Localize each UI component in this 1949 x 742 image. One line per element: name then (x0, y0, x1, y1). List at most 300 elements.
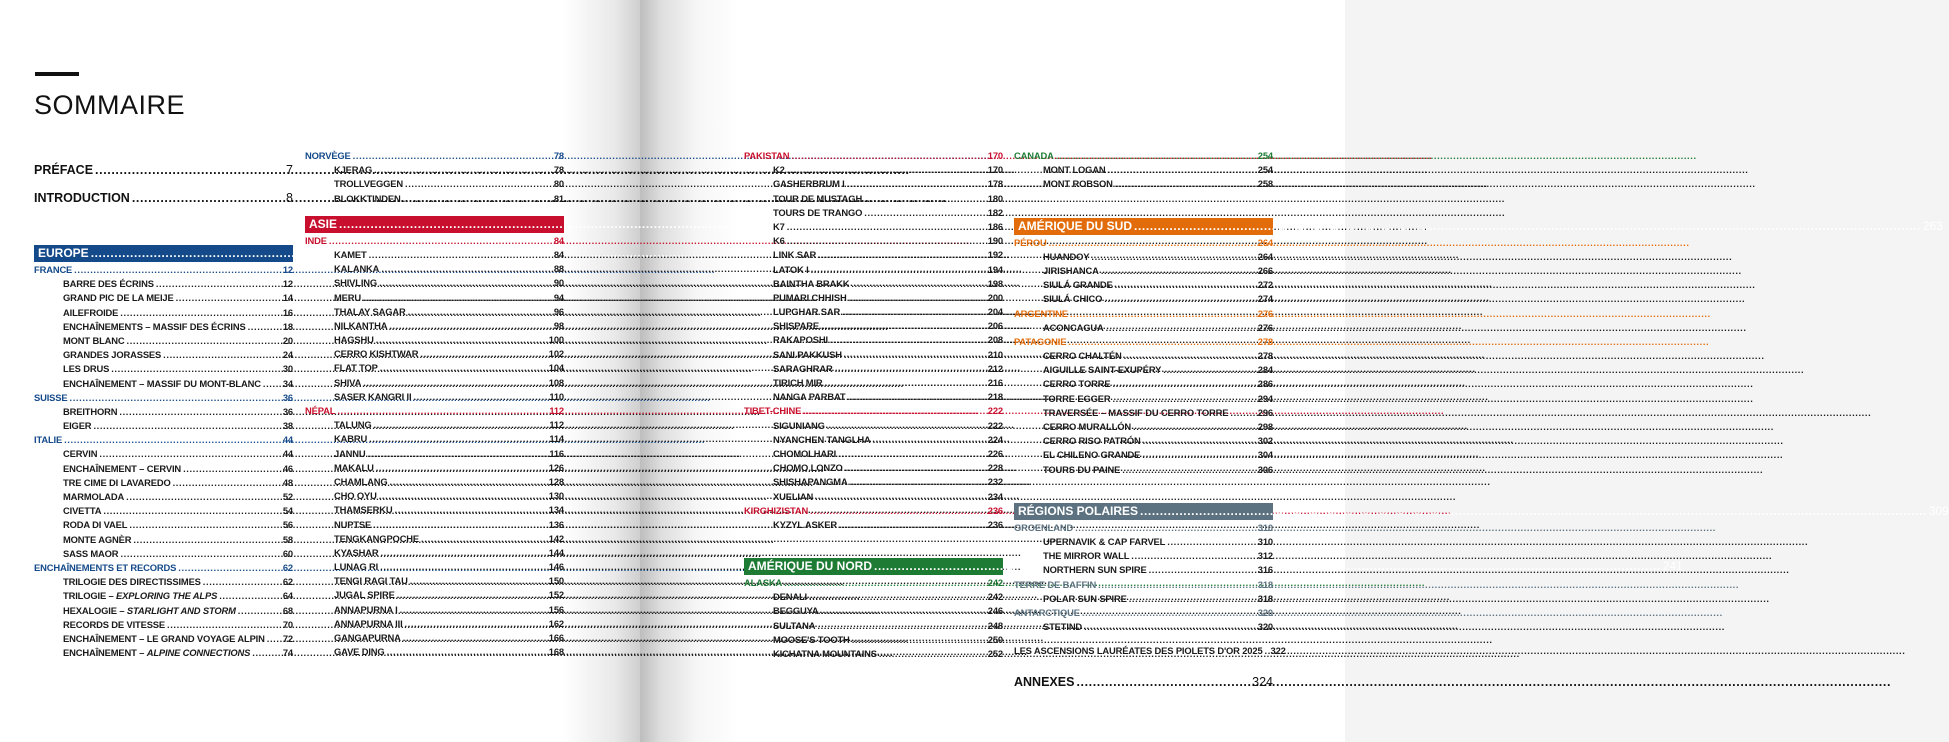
dot-leader (1122, 463, 1256, 477)
page-number: 320 (1257, 606, 1273, 618)
toc-entry-siula-grande[interactable] (1014, 278, 1273, 292)
entry-label: LUPGHAR SAR (773, 306, 841, 318)
entry-label: ANNEXES (1014, 675, 1075, 690)
toc-entry-cerro-chalten[interactable] (1014, 349, 1273, 363)
toc-entry-trilogie-exploring-the-alps[interactable] (34, 589, 293, 603)
entry-label: THE MIRROR WALL (1043, 550, 1130, 562)
dot-leader (387, 645, 547, 659)
dot-leader (1084, 620, 1256, 634)
dot-leader (363, 376, 547, 390)
toc-entry-nanga-parbat[interactable] (744, 390, 1003, 404)
entry-label: GANGAPURNA (334, 632, 401, 643)
entry-label: KALANKA (334, 263, 380, 275)
entry-label: RODA DI VAEL (63, 519, 128, 531)
region-inde[interactable] (305, 234, 564, 248)
entry-label: SASER KANGRI II (334, 390, 412, 402)
section-regions-polaires[interactable] (1014, 503, 1949, 520)
toc-entry-enchainement-le-grand-voyage-alpin[interactable] (34, 632, 293, 646)
dot-leader (389, 475, 546, 489)
toc-entry-breithorn[interactable] (34, 405, 293, 419)
toc-entry-mont-blanc[interactable] (34, 334, 293, 348)
dot-leader (821, 319, 986, 333)
region-antarctique[interactable] (1014, 606, 1273, 620)
region-argentine[interactable] (1014, 307, 1273, 321)
toc-entry-blokktinden[interactable] (305, 192, 564, 206)
toc-entry-cervin[interactable] (34, 447, 293, 461)
page-number: 276 (1257, 307, 1273, 319)
toc-entry-k6[interactable] (744, 234, 1003, 248)
page-number: 324 (1252, 675, 1273, 690)
region-pakistan[interactable] (744, 149, 1003, 163)
toc-entry-enchainement-cervin[interactable] (34, 462, 293, 476)
dot-leader (817, 619, 985, 633)
toc-entry-stetind[interactable] (1014, 620, 1273, 634)
entry-label: CIVETTA (63, 505, 102, 517)
page-number: 294 (1257, 392, 1273, 404)
page-number: 276 (1257, 321, 1273, 333)
page-number: 208 (987, 334, 1003, 346)
toc-entry-mont-robson[interactable] (1014, 177, 1273, 191)
toc-entry-kichatna-mountains[interactable] (744, 647, 1003, 661)
page-number: 222 (987, 419, 1003, 431)
dot-leader (830, 333, 986, 347)
page-number: 232 (987, 476, 1003, 488)
page-number: 62 (282, 561, 293, 573)
dot-leader (248, 320, 281, 334)
toc-entry-talung[interactable] (305, 418, 564, 432)
toc-entry-meru[interactable] (305, 291, 564, 305)
toc-entry-cerro-murallon[interactable] (1014, 420, 1273, 434)
toc-entry-kyashar[interactable] (305, 546, 564, 560)
dot-leader (864, 206, 986, 220)
page-number: 241 (1662, 559, 1683, 574)
toc-entry-hexalogie-starlight-and-storm[interactable] (34, 604, 293, 618)
toc-entry-siula-chico[interactable] (1014, 292, 1273, 306)
page-number: 234 (987, 490, 1003, 502)
dot-leader (381, 262, 552, 276)
toc-entry-nuptse[interactable] (305, 518, 564, 532)
toc-entry-roda-di-vael[interactable] (34, 518, 293, 532)
dot-leader (373, 418, 547, 432)
page-number: 136 (548, 518, 564, 530)
page-number: 186 (987, 220, 1003, 232)
page-number: 100 (548, 334, 564, 346)
toc-entry-northern-sun-spire[interactable] (1014, 563, 1273, 577)
dot-leader (1115, 177, 1256, 191)
region-patagonie[interactable] (1014, 335, 1273, 349)
toc-entry-shivling[interactable] (305, 276, 564, 290)
dot-leader (838, 447, 986, 461)
dot-leader (368, 447, 548, 461)
page-number: 224 (987, 433, 1003, 445)
dot-leader (120, 306, 281, 320)
toc-entry-sass-maor[interactable] (34, 547, 293, 561)
dot-leader (74, 263, 281, 277)
toc-entry-jannu[interactable] (305, 447, 564, 461)
dot-leader (405, 177, 552, 191)
dot-leader (851, 277, 985, 291)
dot-leader (173, 476, 281, 490)
dot-leader (787, 234, 986, 248)
entry-label: MONT BLANC (63, 334, 125, 346)
entry-label: CERRO KISHTWAR (334, 348, 419, 360)
toc-entry-grand-pic-de-la-meije[interactable] (34, 291, 293, 305)
toc-entry-cerro-riso-patron[interactable] (1014, 434, 1273, 448)
toc-entry-hagshu[interactable] (305, 333, 564, 347)
page-title: SOMMAIRE (34, 90, 186, 120)
entry-label: MONT LOGAN (1043, 164, 1106, 176)
dot-leader (1133, 420, 1256, 434)
page-number: 296 (1257, 406, 1273, 418)
entry-label: NYANCHEN TANGLHA (773, 433, 871, 445)
page-number: 36 (282, 391, 293, 403)
section-asie[interactable] (305, 216, 564, 233)
page-number: 144 (548, 546, 564, 558)
page-number: 46 (282, 462, 293, 474)
toc-entry-gave-ding[interactable] (305, 645, 564, 659)
toc-entry-aconcagua[interactable] (1014, 321, 1273, 335)
entry-label: TENGI RAGI TAU (334, 575, 408, 587)
toc-entry-gasherbrum-i[interactable] (744, 177, 1003, 191)
dot-leader (400, 603, 547, 617)
dot-leader (183, 462, 281, 476)
toc-entry-nilkantha[interactable] (305, 319, 564, 333)
entry-label: HAGSHU (334, 334, 374, 346)
dot-leader (120, 547, 280, 561)
toc-entry-cerro-torre[interactable] (1014, 377, 1273, 391)
entry-label: TIRICH MIR (773, 377, 823, 388)
entry-label: MONTE AGNÈR (63, 533, 132, 545)
toc-entry-les-drus[interactable] (34, 362, 293, 376)
toc-entry-denali[interactable] (744, 590, 1003, 604)
entry-label: ASIE (309, 216, 338, 231)
dot-leader (1115, 278, 1256, 292)
entry-label: TALUNG (334, 419, 372, 431)
page-number: 64 (282, 590, 293, 602)
dot-leader (93, 419, 280, 433)
region-italie[interactable] (34, 433, 293, 447)
toc-entry-gangapurna[interactable] (305, 631, 564, 645)
toc-entry-xuelian[interactable] (744, 490, 1003, 504)
dot-leader (864, 192, 986, 206)
page-number: 81 (553, 192, 564, 204)
toc-entry-nyanchen-tanglha[interactable] (744, 433, 1003, 447)
entry-label: ACONCAGUA (1043, 321, 1104, 333)
toc-entry-jirishanca[interactable] (1014, 264, 1273, 278)
page-number: 312 (1257, 550, 1273, 562)
dot-leader (369, 248, 552, 262)
entry-label: RAKAPOSHI (773, 334, 828, 346)
toc-entry-marmolada[interactable] (34, 490, 293, 504)
page-number: 142 (548, 532, 564, 544)
toc-entry-el-chileno-grande[interactable] (1014, 448, 1273, 462)
dot-leader (1131, 549, 1256, 563)
dot-leader (376, 333, 547, 347)
toc-entry-siguniang[interactable] (744, 419, 1003, 433)
page-number: 58 (282, 533, 293, 545)
region-canada[interactable] (1014, 149, 1273, 163)
page-number: 250 (987, 633, 1003, 645)
page-number: 254 (1257, 150, 1273, 161)
page-number: 168 (548, 646, 564, 658)
toc-entry-makalu[interactable] (305, 461, 564, 475)
toc-entry-tours-de-trango[interactable] (744, 206, 1003, 220)
dot-leader (267, 632, 281, 646)
entry-label: BLOKKTINDEN (334, 192, 401, 204)
dot-leader (791, 149, 985, 163)
dot-leader (127, 334, 281, 348)
toc-entry-traversee-massif-du-cerro-torre[interactable] (1014, 406, 1273, 420)
dot-leader (1104, 292, 1256, 306)
dot-leader (64, 433, 281, 447)
toc-entry-chomo-lonzo[interactable] (744, 461, 1003, 475)
entry-label: THALAY SAGAR (334, 305, 406, 317)
toc-entry-huandoy[interactable] (1014, 250, 1273, 264)
toc-entry-torre-egger[interactable] (1014, 392, 1273, 406)
toc-heading-introduction[interactable] (34, 184, 293, 212)
dot-leader (133, 533, 281, 547)
entry-label: MAKALU (334, 461, 374, 473)
toc-entry-shispare[interactable] (744, 319, 1003, 333)
toc-entry-k2[interactable] (744, 163, 1003, 177)
toc-entry-trilogie-des-directissimes[interactable] (34, 575, 293, 589)
page-number: 210 (987, 348, 1003, 360)
page-number: 130 (548, 490, 564, 502)
entry-label: ENCHAÎNEMENT – ALPINE CONNECTIONS (63, 647, 251, 659)
toc-heading-preface[interactable] (34, 156, 293, 184)
page-number: 112 (549, 419, 564, 431)
entry-label: NANGA PARBAT (773, 391, 846, 403)
entry-label: STETIND (1043, 621, 1083, 633)
page-number: 194 (987, 263, 1003, 275)
page-number: 278 (1257, 350, 1273, 362)
toc-entry-kabru[interactable] (305, 432, 564, 446)
toc-entry-aiguille-saint-exupery[interactable] (1014, 363, 1273, 377)
entry-label: K7 (773, 220, 785, 232)
toc-entry-latok-i[interactable] (744, 263, 1003, 277)
page-number: 298 (1257, 421, 1273, 432)
toc-entry-enchainement-alpine-connections[interactable] (34, 646, 293, 660)
toc-entry-lupghar-sar[interactable] (744, 305, 1003, 319)
toc-entry-civetta[interactable] (34, 504, 293, 518)
entry-label: DENALI (773, 591, 807, 603)
dot-leader (1124, 349, 1256, 363)
entry-label: JIRISHANCA (1043, 264, 1099, 276)
page-number: 204 (987, 306, 1003, 318)
toc-entry-thalay-sagar[interactable] (305, 305, 564, 319)
toc-entry-annapurna-i[interactable] (305, 603, 564, 617)
page-number: 316 (1257, 564, 1273, 576)
toc-entry-tengi-ragi-tau[interactable] (305, 574, 564, 588)
region-enchainements-et-records[interactable] (34, 561, 293, 575)
entry-label: RÉGIONS POLAIRES (1018, 503, 1139, 518)
page-number: 38 (282, 420, 293, 432)
region-perou[interactable] (1014, 236, 1273, 250)
dot-leader (95, 156, 284, 184)
entry-label: MOOSE'S TOOTH (773, 633, 850, 645)
toc-entry-ailefroide[interactable] (34, 306, 293, 320)
page-number: 190 (987, 235, 1003, 247)
region-france[interactable] (34, 263, 293, 277)
entry-label: SIGUNIANG (773, 419, 825, 431)
region-tibet-chine[interactable] (744, 404, 1003, 418)
toc-entry-chomolhari[interactable] (744, 447, 1003, 461)
toc-entry-grandes-jorasses[interactable] (34, 348, 293, 362)
toc-entry-kjerag[interactable] (305, 163, 564, 177)
toc-entry-enchainements-massif-des-ecrins[interactable] (34, 320, 293, 334)
toc-entry-pumari-chhish[interactable] (744, 291, 1003, 305)
page-number: 304 (1257, 449, 1273, 461)
toc-entry-moose-s-tooth[interactable] (744, 633, 1003, 647)
toc-entry-tour-de-mustagh[interactable] (744, 192, 1003, 206)
toc-entry-kyzyl-asker[interactable] (744, 518, 1003, 532)
toc-entry-rakaposhi[interactable] (744, 333, 1003, 347)
entry-label: ENCHAÎNEMENT – LE GRAND VOYAGE ALPIN (63, 632, 265, 644)
toc-entry-sani-pakkush[interactable] (744, 348, 1003, 362)
page-number: 236 (987, 518, 1003, 530)
entry-label: GAVE DING (334, 646, 385, 658)
dot-leader (787, 220, 986, 234)
page-number: 68 (282, 604, 293, 616)
dot-leader (132, 184, 284, 212)
entry-label: PÉROU (1014, 236, 1047, 248)
toc-entry-chamlang[interactable] (305, 475, 564, 489)
region-suisse[interactable] (34, 391, 293, 405)
dot-leader (374, 163, 552, 177)
section-amerique-du-sud[interactable] (1014, 218, 1943, 235)
page-number: 306 (1257, 463, 1273, 475)
region-alaska[interactable] (744, 576, 1003, 590)
toc-entry-saser-kangri-ii[interactable] (305, 390, 564, 404)
region-terre-de-baffin[interactable] (1014, 578, 1273, 592)
page-number: 60 (282, 547, 293, 559)
dot-leader (835, 362, 986, 376)
dot-leader (810, 504, 986, 518)
dot-leader (1142, 448, 1256, 462)
toc-entry-flat-top[interactable] (305, 361, 564, 375)
page-number: 108 (548, 376, 564, 388)
toc-entry-kamet[interactable] (305, 248, 564, 262)
entry-label: LUNAG RI (334, 561, 379, 573)
page-number: 112 (549, 405, 564, 416)
dot-leader (420, 347, 546, 361)
toc-entry-tre-cime-di-lavaredo[interactable] (34, 476, 293, 490)
toc-entry-link-sar[interactable] (744, 248, 1003, 262)
toc-entry-kalanka[interactable] (305, 262, 564, 276)
toc-entry-k7[interactable] (744, 220, 1003, 234)
region-groenland[interactable] (1014, 521, 1273, 535)
entry-label: CERRO MURALLÓN (1043, 421, 1131, 432)
entry-label: HUANDOY (1043, 250, 1090, 262)
entry-label: NUPTSE (334, 518, 372, 530)
entry-label: ANNAPURNA III (334, 617, 403, 629)
dot-leader (803, 404, 986, 418)
toc-entry-tengkangpoche[interactable] (305, 532, 564, 546)
region-nepal[interactable] (305, 404, 564, 418)
region-norvege[interactable] (305, 149, 564, 163)
toc-entry-records-de-vitesse[interactable] (34, 618, 293, 632)
toc-entry-barre-des-ecrins[interactable] (34, 277, 293, 291)
toc-entry-polar-sun-spire[interactable] (1014, 592, 1273, 606)
toc-entry-the-mirror-wall[interactable] (1014, 549, 1273, 563)
page-number: 272 (1257, 279, 1273, 291)
entry-label: POLAR SUN SPIRE (1043, 592, 1127, 604)
dot-leader (410, 574, 547, 588)
page-number: 166 (548, 632, 564, 643)
dot-leader (821, 604, 986, 618)
page-number: 44 (282, 448, 293, 460)
toc-entry-cerro-kishtwar[interactable] (305, 347, 564, 361)
dot-leader (403, 192, 552, 206)
page-number: 12 (282, 278, 293, 290)
page-number: 170 (987, 164, 1003, 176)
toc-entry-cho-oyu[interactable] (305, 489, 564, 503)
page-number: 286 (1257, 378, 1273, 390)
dot-leader (1149, 563, 1256, 577)
entry-label: SIULÁ GRANDE (1043, 279, 1113, 291)
page-number: 284 (1257, 364, 1273, 376)
toc-entry-upernavik-cap-farvel[interactable] (1014, 535, 1273, 549)
toc-heading-annexes[interactable] (1014, 668, 1273, 696)
toc-entry-shiva[interactable] (305, 376, 564, 390)
entry-label: INTRODUCTION (34, 191, 130, 205)
page-number: 226 (987, 447, 1003, 459)
toc-entry-mont-logan[interactable] (1014, 163, 1273, 177)
dot-leader (421, 532, 547, 546)
toc-entry-lunag-ri[interactable] (305, 560, 564, 574)
toc-entry-eiger[interactable] (34, 419, 293, 433)
entry-label: NORVÈGE (305, 150, 351, 161)
toc-entry-tours-du-paine[interactable] (1014, 463, 1273, 477)
page-number: 266 (1257, 264, 1273, 276)
page-number: 54 (282, 505, 293, 517)
dot-leader (156, 277, 281, 291)
entry-label: NORTHERN SUN SPIRE (1043, 564, 1147, 576)
toc-entry-annapurna-iii[interactable] (305, 617, 564, 631)
dot-leader (849, 291, 986, 305)
entry-label: KAMET (334, 248, 367, 260)
entry-label: RECORDS DE VITESSE (63, 618, 166, 630)
entry-label: LES DRUS (63, 363, 110, 375)
toc-entry-tirich-mir[interactable] (744, 376, 1003, 390)
region-kirghizistan[interactable] (744, 504, 1003, 518)
toc-entry-sultana[interactable] (744, 619, 1003, 633)
entry-label: ENCHAÎNEMENT – MASSIF DU MONT-BLANC (63, 377, 261, 389)
entry-label: ENCHAÎNEMENT – CERVIN (63, 462, 182, 474)
dot-leader (1091, 250, 1255, 264)
toc-heading-les-ascensions-laureates-des-piolets-d-or-2025[interactable] (1014, 644, 1286, 658)
entry-label: CHOMOLHARI (773, 447, 837, 459)
toc-entry-jugal-spire[interactable] (305, 588, 564, 602)
page-number: 252 (987, 648, 1003, 659)
entry-label: TOURS DE TRANGO (773, 206, 863, 218)
entry-label: CHO OYU (334, 490, 377, 502)
toc-entry-begguya[interactable] (744, 604, 1003, 618)
page-number: 96 (553, 305, 564, 317)
dot-leader (848, 390, 986, 404)
toc-entry-saraghrar[interactable] (744, 362, 1003, 376)
toc-entry-baintha-brakk[interactable] (744, 277, 1003, 291)
toc-entry-trollveggen[interactable] (305, 177, 564, 191)
page-number: 318 (1257, 592, 1273, 604)
toc-entry-shishapangma[interactable] (744, 475, 1003, 489)
entry-label: AILEFROIDE (63, 306, 119, 318)
dot-leader (405, 617, 547, 631)
toc-entry-enchainement-massif-du-mont-blanc[interactable] (34, 377, 293, 391)
toc-entry-monte-agner[interactable] (34, 533, 293, 547)
toc-entry-thamserku[interactable] (305, 503, 564, 517)
page-number: 102 (548, 348, 564, 360)
